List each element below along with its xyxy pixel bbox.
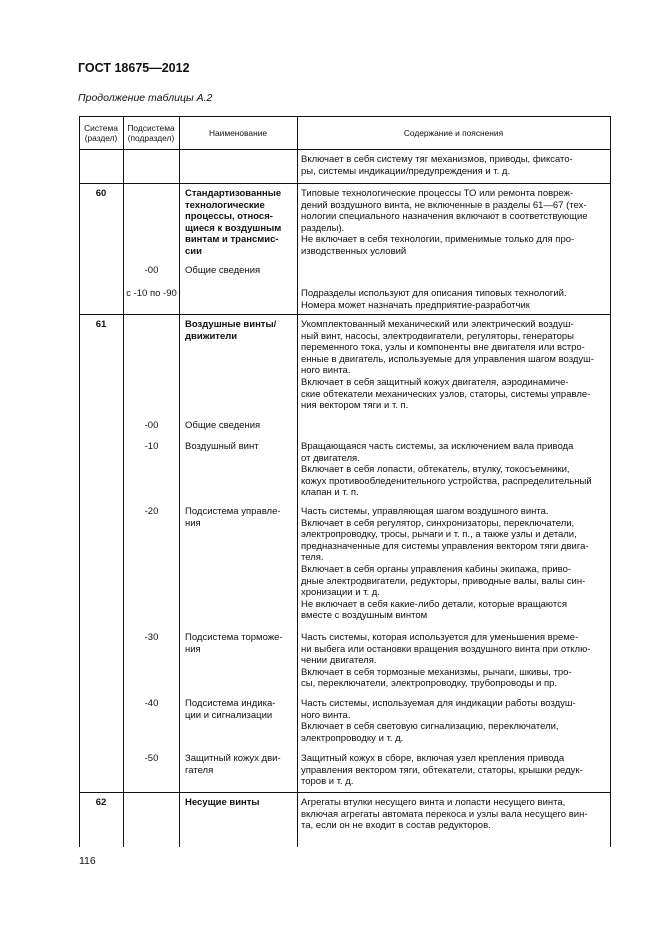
column-header-subsystem: Подсистема (подраздел) (127, 122, 175, 143)
name-cell: Подсистема управле- ния (185, 506, 281, 529)
content-cell: Защитный кожух в сборе, включая узел крепления привода управления вектором тяги, обтекатели, статоры, крышки редук- торов и т. д. (301, 753, 583, 788)
table-border-right (610, 116, 611, 847)
subsystem-cell: -20 (144, 506, 159, 517)
document-title: ГОСТ 18675—2012 (78, 61, 190, 75)
column-header-system: Система (раздел) (84, 122, 118, 143)
subsystem-cell: -50 (144, 753, 159, 764)
subsystem-cell: -40 (144, 698, 159, 709)
name-cell: Общие сведения (185, 265, 261, 276)
content-cell: Типовые технологические процессы ТО или ремонта повреж- дений воздушного винта, не включенные в разделы 61—67 (тех- нологии специального назначения включают в соответствующие разделы). Не включает в себя технологии, применимые только для про- изводственных условий (301, 188, 588, 257)
column-divider-3 (297, 116, 298, 847)
name-cell: Несущие винты (185, 797, 260, 808)
row-separator-60 (79, 183, 610, 184)
column-header-name: Наименование (208, 127, 268, 138)
classification-table (79, 116, 610, 847)
subsystem-cell: -30 (144, 632, 159, 643)
row-separator-61 (79, 314, 610, 315)
name-cell: Подсистема торможе- ния (185, 632, 283, 655)
column-divider-1 (123, 116, 124, 847)
name-cell: Воздушный винт (185, 441, 259, 452)
row-separator-62 (79, 792, 610, 793)
content-cell: Часть системы, используемая для индикации работы воздуш- ного винта. Включает в себя световую сигнализацию, переключатели, электропроводку и т. д. (301, 698, 576, 744)
column-divider-2 (179, 116, 180, 847)
name-cell: Подсистема индика- ции и сигнализации (185, 698, 276, 721)
name-cell: Защитный кожух дви- гателя (185, 753, 281, 776)
content-cell: Часть системы, которая используется для уменьшения време- ни выбега или остановки вращения воздушного винта при отклю- чении двигателя. Включает в себя тормозные механизмы, рычаги, шкивы, тро- сы, переключатели, электропроводку, трубопроводы и пр. (301, 632, 591, 690)
table-header-separator (79, 149, 610, 150)
column-header-content: Содержание и пояснения (403, 127, 504, 138)
subsystem-cell: -00 (144, 265, 159, 276)
subsystem-cell: -10 (144, 441, 159, 452)
system-cell: 60 (95, 188, 107, 199)
system-cell: 62 (95, 797, 107, 808)
name-cell: Воздушные винты/ движители (185, 319, 277, 342)
system-cell: 61 (95, 319, 107, 330)
content-cell: Включает в себя систему тяг механизмов, приводы, фиксато- ры, системы индикации/предупреждения и т. д. (301, 154, 573, 177)
content-cell: Вращающаяся часть системы, за исключением вала привода от двигателя. Включает в себя лопасти, обтекатель, втулку, токосъемники, кожух противообледенительного устройства, распределительный клапан и т. п. (301, 441, 592, 499)
page-number: 116 (79, 855, 96, 867)
subsystem-cell: -00 (144, 420, 159, 431)
content-cell: Агрегаты втулки несущего винта и лопасти несущего винта, включая агрегаты автомата перекоса и узлы вала несущего вин- та, если он не входит в состав редукторов. (301, 797, 588, 832)
content-cell: Подразделы используют для описания типовых технологий. Номера может назначать предприятие-разработчик (301, 288, 567, 311)
table-continuation-caption: Продолжение таблицы А.2 (78, 92, 213, 104)
subsystem-cell: с -10 по -90 (126, 288, 177, 299)
content-cell: Часть системы, управляющая шагом воздушного винта. Включает в себя регулятор, синхронизаторы, переключатели, электропроводку, тросы, рычаги и т. п., а также узлы и детали, предназначенные для системы управления вектором тяги двига- теля. Включает в себя органы управления кабины экипажа, приво- дные электродвигатели, редукторы, приводные валы, валы син- хронизации и т. д. Не включает в себя какие-либо детали, которые вращаются вместе с воздушным винтом (301, 506, 589, 622)
name-cell: Стандартизованные технологические процессы, относя- щиеся к воздушным винтам и трансмис- сии (185, 188, 282, 257)
table-border-left (79, 116, 80, 847)
name-cell: Общие сведения (185, 420, 261, 431)
content-cell: Укомплектованный механический или электрический воздуш- ный винт, насосы, электродвигатели, регуляторы, генераторы переменного тока, узлы и компоненты вне двигателя или встро- енные в двигатель, используемые для управления шагом воздуш- ного винта. Включает в себя защитный кожух двигателя, аэродинамиче- ские обтекатели механических узлов, статоры, системы управле- ния вектором тяги и т. п. (301, 319, 594, 412)
